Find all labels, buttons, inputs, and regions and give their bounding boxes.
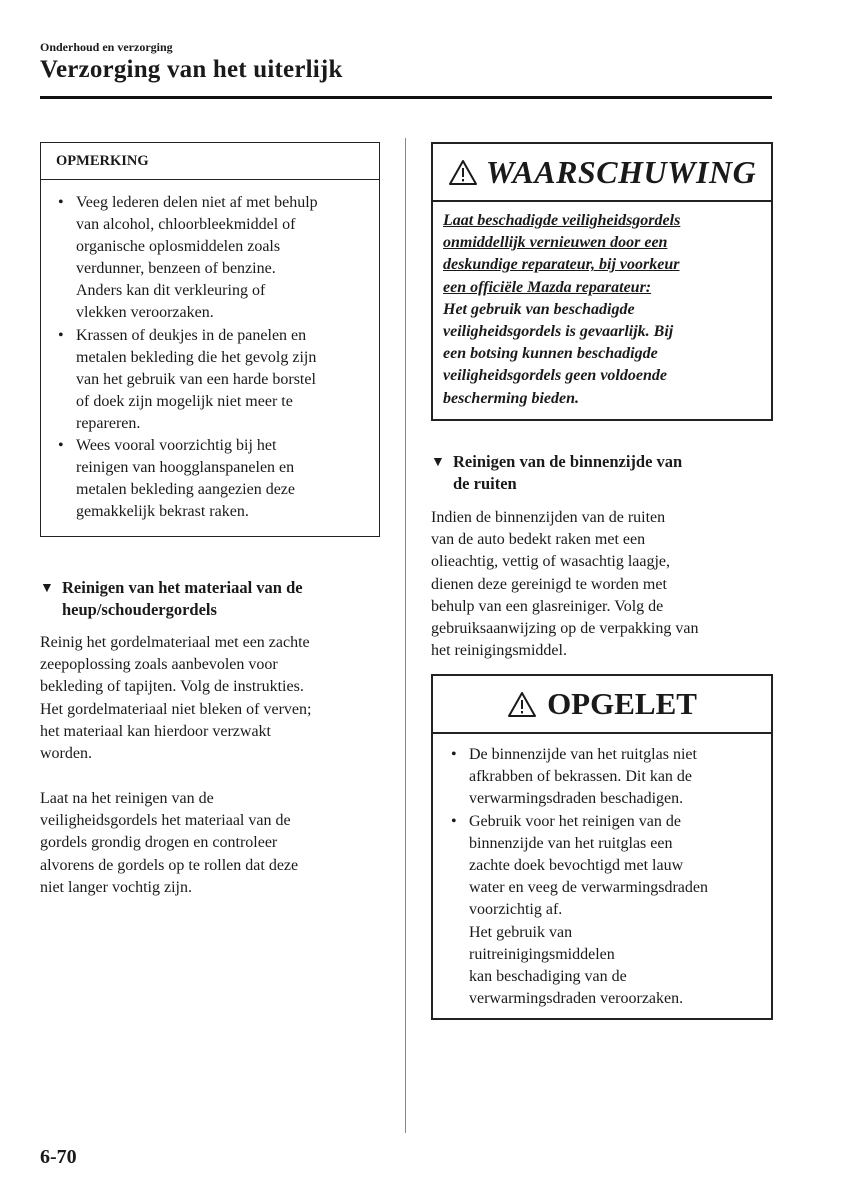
page-title: Verzorging van het uiterlijk	[40, 56, 343, 83]
triangle-down-icon: ▼	[40, 581, 54, 596]
warning-text	[443, 210, 763, 410]
bullet-icon: •	[451, 812, 457, 830]
caution-item-text: De binnenzijde van het ruitglas niet afkrabben of bekrassen. Dit kan de verwarmingsdraden beschadigen.	[469, 746, 697, 808]
note-item-text: Veeg lederen delen niet af met behulp van alcohol, chloorbleekmiddel of organische oplosmiddelen zoals verdunner, benzeen of benzine. Anders kan dit verkleuring of vlekken veroorzaken.	[76, 194, 318, 322]
note-item	[56, 325, 374, 435]
bullet-icon: •	[58, 437, 64, 455]
window-section-heading-text: Reinigen van de binnenzijde van de ruiten	[453, 452, 683, 493]
bullet-icon: •	[451, 746, 457, 763]
note-heading: OPMERKING	[41, 143, 379, 180]
note-item	[56, 192, 374, 325]
caution-continuation-text: Het gebruik van ruitreinigingsmiddelen kan beschadiging van de verwarmingsdraden veroorzaken.	[469, 923, 684, 1008]
note-box	[40, 142, 380, 537]
warning-triangle-icon	[448, 159, 478, 186]
bullet-icon: •	[58, 194, 64, 211]
note-item-text: Wees vooral voorzichtig bij het reinigen van hoogglanspanelen en metalen bekleding aangezien deze gemakkelijk bekrast raken.	[76, 437, 295, 521]
caution-item	[449, 744, 767, 811]
warning-heading: WAARSCHUWING	[485, 153, 757, 190]
triangle-down-icon: ▼	[431, 455, 445, 470]
warning-underlined-text: Laat beschadigde veiligheidsgordels onmiddellijk vernieuwen door een deskundige reparateur, bij voorkeur een officiële Mazda reparateur:	[443, 212, 681, 296]
belt-section-heading-text: Reinigen van het materiaal van de heup/schoudergordels	[62, 578, 303, 619]
window-section-heading	[431, 451, 773, 495]
warning-box	[431, 142, 773, 421]
page-number: 6-70	[40, 1146, 77, 1168]
caution-item-text: Gebruik voor het reinigen van de binnenzijde van het ruitglas een zachte doek bevochtigd met lauw water en veeg de verwarmingsdraden voorzichtig af.	[469, 812, 708, 919]
caution-heading: OPGELET	[547, 686, 697, 721]
warning-triangle-icon	[507, 691, 537, 718]
note-list	[56, 192, 374, 523]
caution-list	[449, 744, 767, 1010]
warning-header	[433, 144, 771, 202]
column-divider	[405, 138, 406, 1133]
caution-header	[433, 676, 771, 734]
title-divider	[40, 96, 772, 99]
warning-plain-text: Het gebruik van beschadigde veiligheidsgordels is gevaarlijk. Bij een botsing kunnen beschadigde veiligheidsgordels geen voldoende bescherming bieden.	[443, 300, 674, 407]
section-label: Onderhoud en verzorging	[40, 40, 173, 54]
bullet-icon: •	[58, 326, 64, 344]
belt-paragraph-2: Laat na het reinigen van de veiligheidsgordels het materiaal van de gordels grondig drogen en controleer alvorens de gordels op te rollen dat deze niet langer vochtig zijn.	[40, 790, 299, 896]
belt-paragraph-1: Reinig het gordelmateriaal met een zachte zeepoplossing zoals aanbevolen voor bekleding of tapijten. Volg de instrukties. Het gordelmateriaal niet bleken of verven; het materiaal kan hierdoor verzwakt worden.	[40, 634, 312, 763]
note-item-text: Krassen of deukjes in de panelen en metalen bekleding die het gevolg zijn van het gebruik van een harde borstel of doek zijn mogelijk niet meer te repareren.	[76, 326, 317, 432]
note-item	[56, 435, 374, 523]
window-paragraph: Indien de binnenzijden van de ruiten van de auto bedekt raken met een olieachtig, vettig of wasachtig laagje, dienen deze gereinigd te worden met behulp van een glasreiniger. Volg de gebruiksaanwijzing op de verpakking van het reinigingsmiddel.	[431, 509, 699, 660]
belt-section-heading	[40, 577, 385, 621]
caution-item	[449, 811, 767, 1011]
caution-box	[431, 674, 773, 1020]
